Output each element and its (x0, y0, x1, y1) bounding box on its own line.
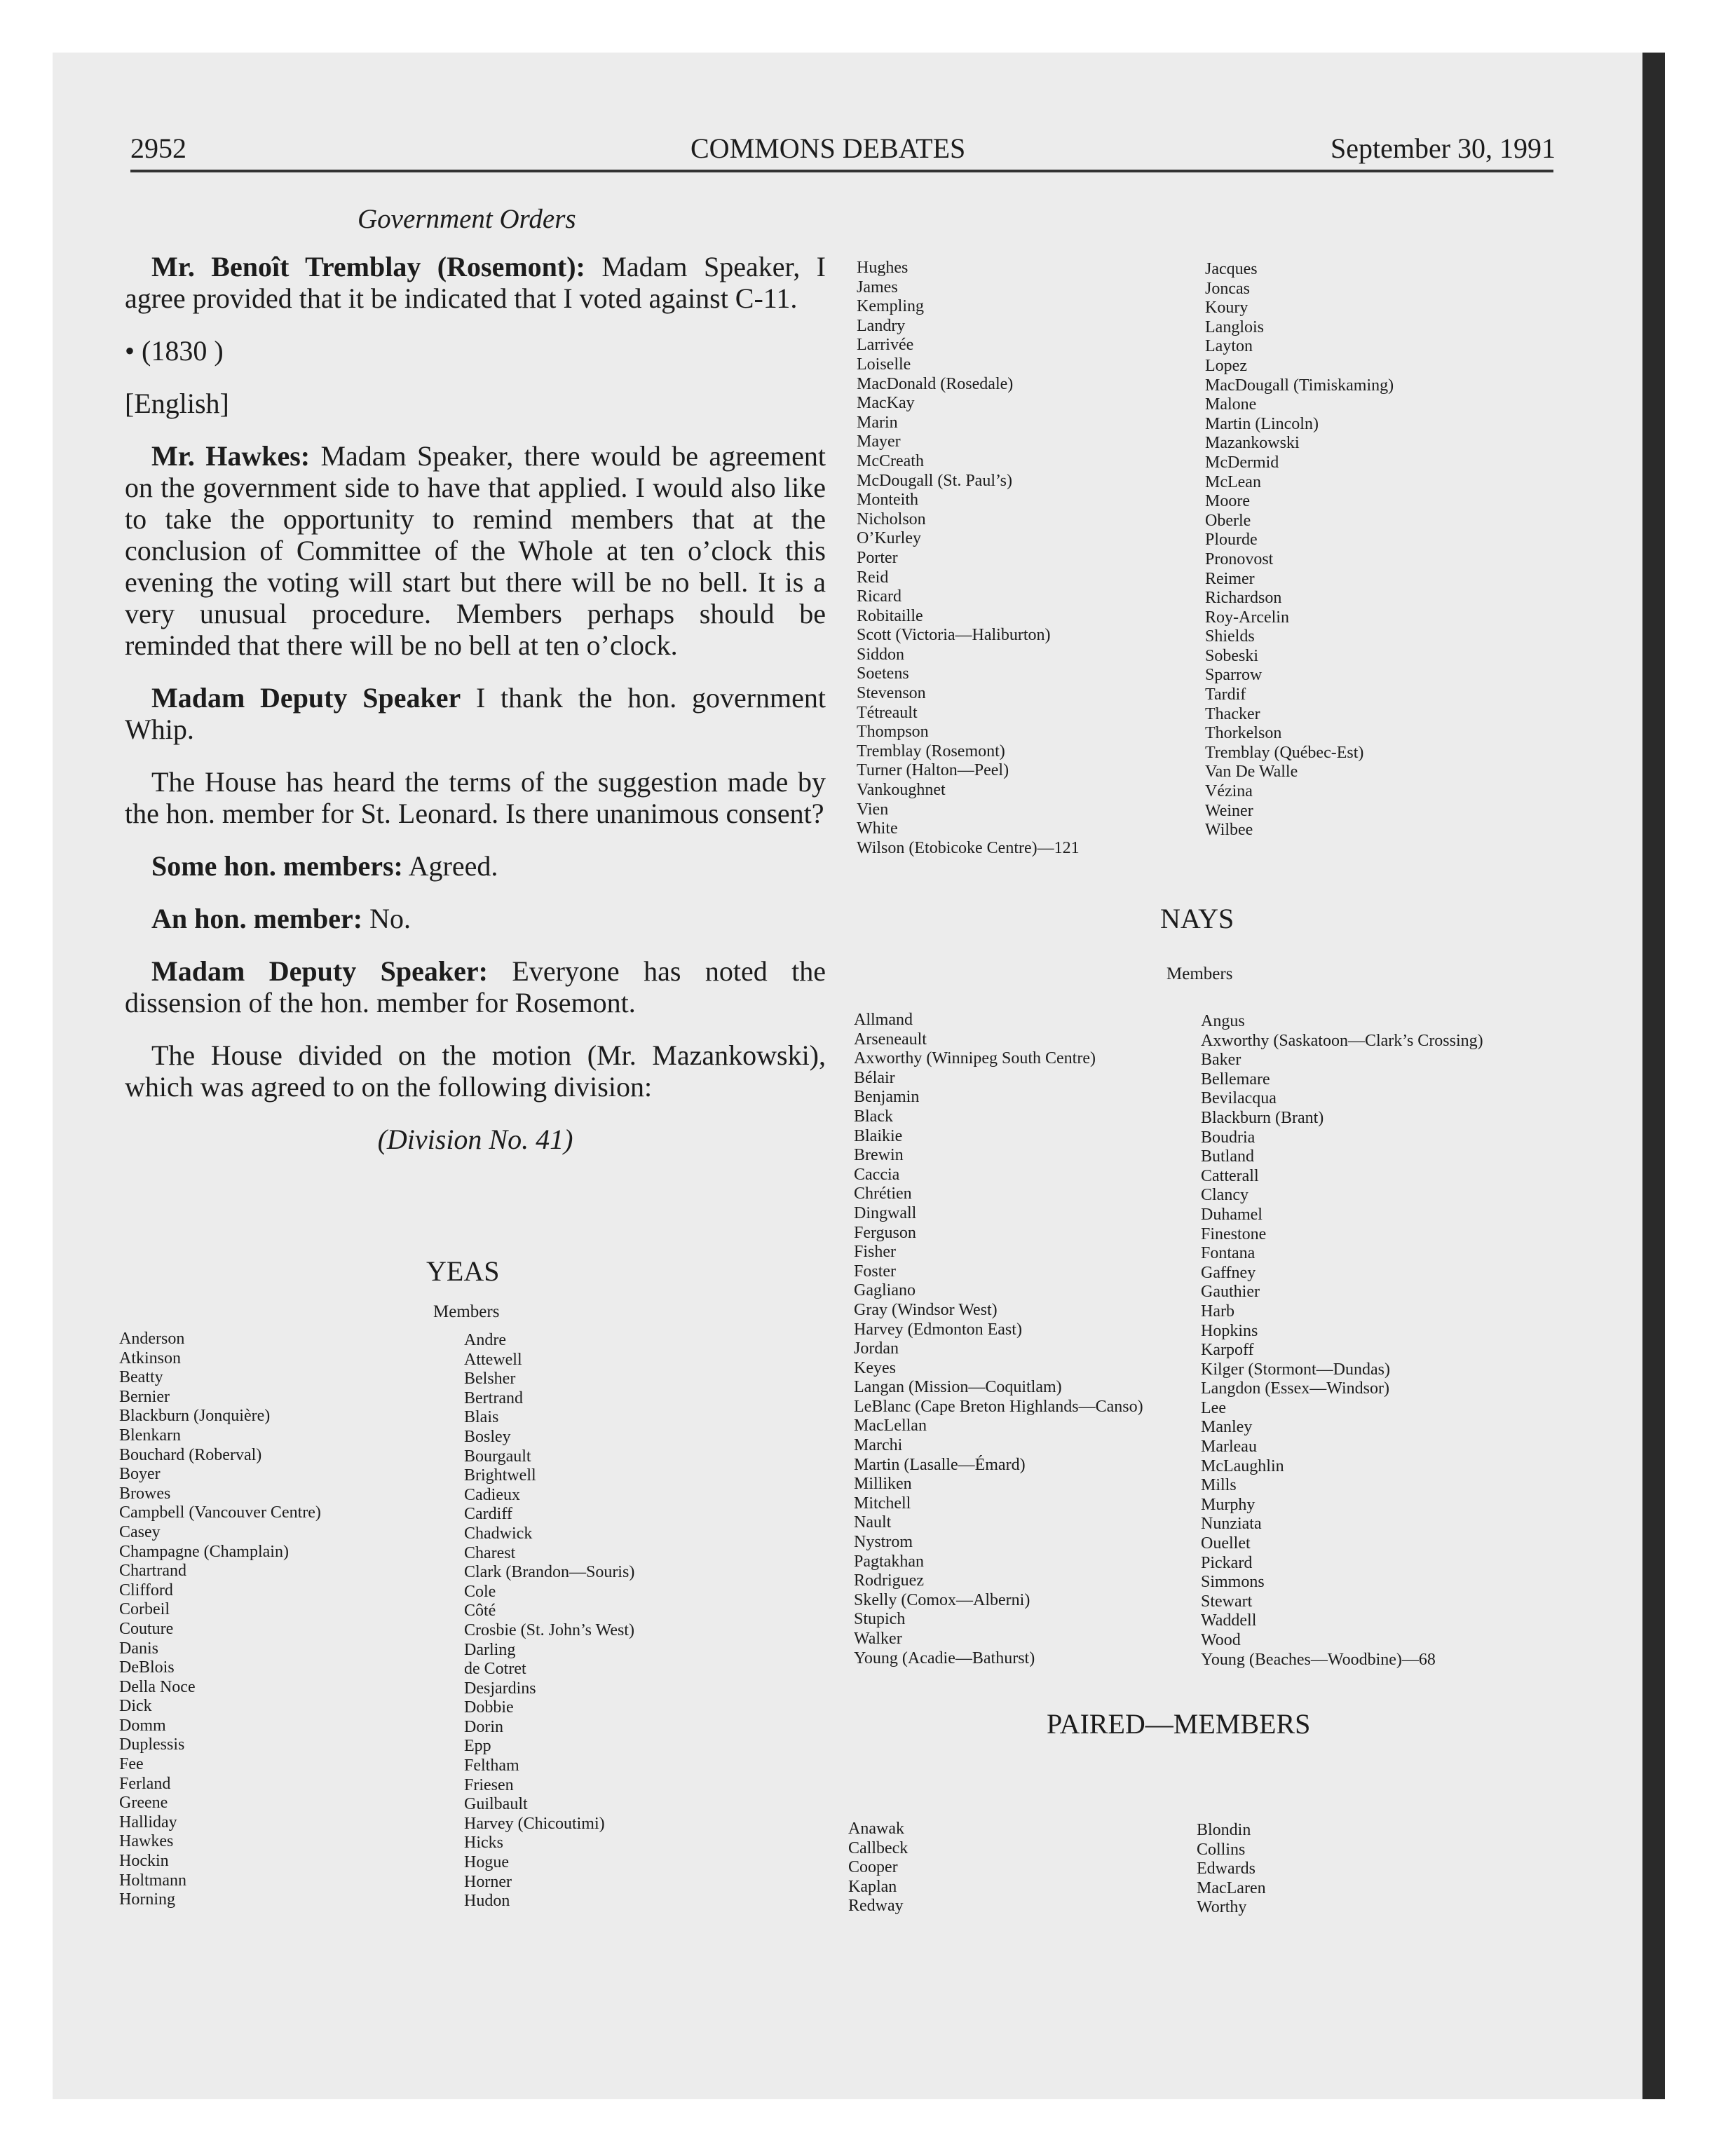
member-name: LeBlanc (Cape Breton Highlands—Canso) (854, 1397, 1143, 1416)
member-name: Mitchell (854, 1494, 911, 1513)
member-name: Brightwell (464, 1466, 536, 1485)
yeas-heading: YEAS (426, 1255, 500, 1287)
member-name: Kempling (857, 297, 924, 316)
member-name: Walker (854, 1630, 902, 1648)
member-name: Tétreault (857, 703, 918, 722)
member-name: Della Noce (119, 1677, 196, 1696)
yeas-subheading: Members (433, 1302, 500, 1321)
member-name: Oberle (1205, 511, 1251, 530)
member-name: Charest (464, 1543, 516, 1562)
member-name: Lee (1201, 1398, 1226, 1417)
member-name: McLean (1205, 472, 1261, 491)
member-name: Chartrand (119, 1562, 186, 1581)
speaker-name: Mr. Benoît Tremblay (Rosemont): (151, 251, 585, 282)
member-name: Kaplan (848, 1877, 897, 1896)
member-name: Jacques (1205, 260, 1258, 278)
paragraph: An hon. member: No. (151, 903, 411, 934)
member-name: Callbeck (848, 1838, 909, 1857)
member-name: Benjamin (854, 1088, 920, 1107)
member-name: Blais (464, 1408, 499, 1427)
speaker-name: Some hon. members: (151, 850, 403, 882)
member-name: Caccia (854, 1165, 900, 1184)
member-name: Anawak (848, 1820, 904, 1838)
member-name: Loiselle (857, 355, 911, 374)
member-name: MacLellan (854, 1417, 927, 1435)
member-name: Andre (464, 1331, 506, 1349)
member-name: Sparrow (1205, 666, 1263, 685)
member-name: Corbeil (119, 1600, 170, 1619)
member-name: Ouellet (1201, 1534, 1251, 1553)
member-name: Crosbie (St. John’s West) (464, 1621, 634, 1639)
paragraph: The House divided on the motion (Mr. Mazankowski), which was agreed to on the following division: (125, 1039, 826, 1103)
member-name: Allmand (854, 1011, 913, 1029)
member-name: Landry (857, 316, 906, 335)
header-rule (130, 170, 1553, 172)
member-name: Boudria (1201, 1128, 1256, 1147)
member-name: Mills (1201, 1476, 1237, 1495)
member-name: Ferguson (854, 1223, 916, 1242)
member-name: Hawkes (119, 1832, 174, 1851)
member-name: MacDonald (Rosedale) (857, 374, 1014, 393)
nays-col-1 (854, 1011, 1143, 1668)
speaker-name: Madam Deputy Speaker: (151, 955, 488, 987)
member-name: Jordan (854, 1339, 899, 1358)
member-name: Belsher (464, 1370, 516, 1389)
member-name: Desjardins (464, 1679, 536, 1698)
member-name: Darling (464, 1640, 516, 1659)
member-name: Rodriguez (854, 1571, 924, 1590)
member-name: Wilbee (1205, 821, 1253, 840)
member-name: Harb (1201, 1302, 1234, 1321)
member-name: Brewin (854, 1146, 904, 1165)
member-name: Murphy (1201, 1495, 1256, 1514)
member-name: Stupich (854, 1610, 906, 1629)
member-name: James (857, 278, 898, 296)
member-name: Stewart (1201, 1592, 1253, 1611)
member-name: Black (854, 1107, 893, 1126)
member-name: Dorin (464, 1717, 503, 1736)
member-name: Marin (857, 413, 898, 432)
member-name: Marleau (1201, 1438, 1257, 1456)
paired-col-2 (1197, 1821, 1266, 1918)
member-name: Clark (Brandon—Souris) (464, 1563, 635, 1582)
yeas-col-2 (464, 1331, 634, 1911)
member-name: Cooper (848, 1858, 898, 1877)
member-name: Gaffney (1201, 1263, 1256, 1282)
member-name: MacKay (857, 394, 915, 413)
member-name: Worthy (1197, 1898, 1247, 1917)
member-name: Roy-Arcelin (1205, 608, 1289, 627)
member-name: Chadwick (464, 1524, 533, 1543)
member-name: Wilson (Etobicoke Centre)—121 (857, 838, 1080, 857)
member-name: Plourde (1205, 531, 1258, 550)
member-name: Wood (1201, 1631, 1241, 1649)
member-name: Cardiff (464, 1505, 512, 1524)
member-name: Thompson (857, 723, 929, 742)
member-name: Turner (Halton—Peel) (857, 761, 1009, 780)
member-name: Porter (857, 548, 898, 567)
language-tag: [English] (125, 388, 229, 419)
member-name: Butland (1201, 1147, 1254, 1166)
paragraph: Madam Deputy Speaker: Everyone has noted the dissension of the hon. member for Rosemont. (125, 955, 826, 1018)
member-name: Axworthy (Winnipeg South Centre) (854, 1049, 1096, 1068)
member-name: Browes (119, 1484, 171, 1503)
member-name: Hopkins (1201, 1321, 1258, 1340)
member-name: Marchi (854, 1436, 903, 1455)
member-name: Layton (1205, 337, 1253, 356)
member-name: Atkinson (119, 1349, 182, 1367)
debate-text (125, 251, 826, 1155)
member-name: Vézina (1205, 782, 1253, 801)
member-name: Foster (854, 1262, 896, 1281)
member-name: McLaughlin (1201, 1456, 1284, 1475)
journal-title: COMMONS DEBATES (690, 132, 966, 164)
member-name: Bevilacqua (1201, 1089, 1277, 1108)
member-name: Pickard (1201, 1553, 1253, 1572)
member-name: McDermid (1205, 453, 1279, 472)
member-name: Tremblay (Rosemont) (857, 742, 1005, 760)
member-name: Kilger (Stormont—Dundas) (1201, 1360, 1390, 1379)
member-name: Shields (1205, 627, 1255, 646)
member-name: Langan (Mission—Coquitlam) (854, 1378, 1062, 1397)
paragraph: Mr. Benoît Tremblay (Rosemont): Madam Speaker, I agree provided that it be indicated that I voted against C-11. (125, 251, 826, 314)
member-name: Blackburn (Jonquière) (119, 1407, 271, 1426)
member-name: Hicks (464, 1834, 503, 1853)
member-name: Halliday (119, 1813, 177, 1831)
member-name: Keyes (854, 1358, 896, 1377)
member-name: Nystrom (854, 1533, 913, 1552)
time-stamp: • (1830 ) (125, 335, 224, 367)
member-name: Joncas (1205, 279, 1250, 298)
member-name: Hogue (464, 1853, 509, 1872)
member-name: Thacker (1205, 704, 1260, 723)
member-name: Duplessis (119, 1735, 185, 1754)
member-name: Horning (119, 1890, 175, 1909)
paired-col-1 (848, 1820, 908, 1916)
member-name: Moore (1205, 492, 1250, 511)
member-name: McDougall (St. Paul’s) (857, 471, 1012, 490)
member-name: Robitaille (857, 606, 923, 625)
member-name: Hudon (464, 1892, 510, 1911)
member-name: Bourgault (464, 1447, 531, 1466)
yeas-col-1 (119, 1330, 321, 1910)
paragraph: Mr. Hawkes: Madam Speaker, there would be agreement on the government side to have that applied. I would also like to take the opportunity to remind members that at the conclusion of Committee of the Whole at ten o’clock this evening the voting will start but there will be no bell. It is a very unusual procedure. Members perhaps should be reminded that there will be no bell at ten o’clock. (125, 440, 826, 661)
member-name: Catterall (1201, 1166, 1259, 1185)
member-name: Campbell (Vancouver Centre) (119, 1503, 321, 1522)
member-name: Gauthier (1201, 1283, 1260, 1302)
member-name: Angus (1201, 1012, 1245, 1030)
member-name: Van De Walle (1205, 763, 1298, 782)
member-name: Milliken (854, 1475, 912, 1494)
member-name: Duhamel (1201, 1205, 1263, 1224)
member-name: Fontana (1201, 1244, 1256, 1263)
member-name: Bélair (854, 1068, 895, 1087)
member-name: Hockin (119, 1852, 169, 1871)
member-name: Scott (Victoria—Haliburton) (857, 626, 1051, 645)
yeas-col-3 (857, 259, 1080, 858)
member-name: Reimer (1205, 569, 1255, 588)
member-name: Vien (857, 800, 889, 819)
member-name: Clifford (119, 1581, 173, 1599)
member-name: Nunziata (1201, 1515, 1262, 1534)
member-name: Cole (464, 1582, 496, 1601)
paired-heading: PAIRED—MEMBERS (1047, 1708, 1311, 1740)
member-name: Young (Beaches—Woodbine)—68 (1201, 1650, 1436, 1669)
member-name: Baker (1201, 1051, 1241, 1070)
member-name: Larrivée (857, 336, 914, 355)
page-edge-shadow (1642, 53, 1665, 2099)
member-name: Monteith (857, 491, 918, 510)
member-name: Stevenson (857, 684, 926, 703)
member-name: MacDougall (Timiskaming) (1205, 376, 1394, 395)
member-name: Blenkarn (119, 1426, 181, 1445)
member-name: Couture (119, 1619, 174, 1638)
member-name: de Cotret (464, 1660, 526, 1679)
member-name: Lopez (1205, 356, 1247, 375)
member-name: Danis (119, 1639, 158, 1658)
member-name: McCreath (857, 451, 924, 470)
member-name: Casey (119, 1522, 161, 1541)
member-name: Harvey (Chicoutimi) (464, 1814, 605, 1833)
member-name: Domm (119, 1716, 166, 1735)
member-name: Friesen (464, 1775, 514, 1794)
member-name: Bosley (464, 1427, 511, 1446)
member-name: MacLaren (1197, 1878, 1266, 1897)
member-name: Epp (464, 1737, 491, 1756)
paragraph: The House has heard the terms of the suggestion made by the hon. member for St. Leonard. Is there unanimous consent? (125, 766, 826, 829)
speaker-name: Mr. Hawkes: (151, 440, 311, 472)
member-name: Weiner (1205, 801, 1253, 820)
nays-heading: NAYS (1160, 903, 1234, 934)
member-name: Reid (857, 568, 889, 587)
member-name: Cadieux (464, 1485, 520, 1504)
member-name: Martin (Lincoln) (1205, 414, 1319, 433)
member-name: Axworthy (Saskatoon—Clark’s Crossing) (1201, 1031, 1483, 1050)
member-name: Ferland (119, 1774, 171, 1793)
member-name: Horner (464, 1872, 512, 1891)
member-name: Bouchard (Roberval) (119, 1445, 262, 1464)
member-name: Boyer (119, 1465, 161, 1484)
member-name: Mazankowski (1205, 434, 1300, 453)
member-name: Redway (848, 1897, 904, 1916)
member-name: Tardif (1205, 685, 1246, 704)
member-name: Vankoughnet (857, 781, 946, 800)
member-name: Finestone (1201, 1224, 1267, 1243)
member-name: Gray (Windsor West) (854, 1300, 998, 1319)
member-name: Simmons (1201, 1573, 1265, 1592)
member-name: Champagne (Champlain) (119, 1542, 289, 1561)
member-name: Siddon (857, 645, 905, 664)
member-name: Greene (119, 1794, 168, 1813)
member-name: Richardson (1205, 589, 1282, 608)
member-name: Skelly (Comox—Alberni) (854, 1590, 1030, 1609)
member-name: Bellemare (1201, 1070, 1270, 1089)
member-name: Langlois (1205, 318, 1264, 336)
member-name: Tremblay (Québec-Est) (1205, 743, 1364, 762)
paragraph: Madam Deputy Speaker I thank the hon. government Whip. (125, 682, 826, 745)
member-name: O’Kurley (857, 529, 921, 548)
member-name: Collins (1197, 1840, 1246, 1859)
nays-subheading: Members (1166, 964, 1233, 983)
member-name: Waddell (1201, 1611, 1257, 1630)
member-name: Langdon (Essex—Windsor) (1201, 1379, 1389, 1398)
member-name: Harvey (Edmonton East) (854, 1320, 1022, 1339)
member-name: Pagtakhan (854, 1552, 924, 1571)
member-name: Gagliano (854, 1281, 916, 1300)
nays-col-2 (1201, 1012, 1483, 1670)
member-name: Karpoff (1201, 1341, 1254, 1360)
member-name: White (857, 819, 898, 838)
member-name: Anderson (119, 1330, 185, 1348)
member-name: Clancy (1201, 1186, 1248, 1205)
member-name: Sobeski (1205, 646, 1259, 665)
member-name: Mayer (857, 432, 901, 451)
member-name: Pronovost (1205, 550, 1274, 568)
member-name: Nault (854, 1513, 892, 1532)
member-name: Côté (464, 1602, 496, 1621)
member-name: Feltham (464, 1756, 519, 1775)
speaker-name: An hon. member: (151, 903, 363, 934)
member-name: Blondin (1197, 1821, 1251, 1839)
member-name: Attewell (464, 1350, 522, 1369)
header-date: September 30, 1991 (1331, 132, 1556, 164)
member-name: Holtmann (119, 1871, 186, 1890)
member-name: Malone (1205, 395, 1257, 414)
member-name: Thorkelson (1205, 724, 1282, 743)
division-number: (Division No. 41) (377, 1124, 573, 1155)
member-name: Bernier (119, 1387, 170, 1406)
member-name: Guilbault (464, 1795, 528, 1814)
member-name: Martin (Lasalle—Émard) (854, 1455, 1026, 1474)
speaker-name: Madam Deputy Speaker (151, 682, 461, 714)
member-name: Manley (1201, 1418, 1253, 1437)
member-name: Fisher (854, 1243, 896, 1262)
section-title: Government Orders (358, 204, 576, 234)
member-name: Nicholson (857, 510, 926, 528)
member-name: Dick (119, 1697, 152, 1716)
member-name: Edwards (1197, 1860, 1256, 1878)
member-name: Arseneault (854, 1030, 927, 1049)
member-name: Ricard (857, 587, 901, 606)
member-name: Blaikie (854, 1126, 903, 1145)
member-name: Soetens (857, 664, 909, 683)
member-name: Bertrand (464, 1389, 523, 1407)
paragraph: Some hon. members: Agreed. (151, 850, 498, 882)
member-name: Chrétien (854, 1185, 912, 1203)
member-name: Young (Acadie—Bathurst) (854, 1649, 1035, 1667)
member-name: Dobbie (464, 1698, 514, 1717)
member-name: Koury (1205, 299, 1248, 318)
member-name: Beatty (119, 1368, 163, 1387)
member-name: Blackburn (Brant) (1201, 1108, 1324, 1127)
member-name: Fee (119, 1755, 144, 1774)
member-name: Hughes (857, 259, 909, 277)
page-number: 2952 (130, 132, 186, 164)
yeas-col-4 (1205, 260, 1394, 840)
member-name: Dingwall (854, 1203, 917, 1222)
member-name: DeBlois (119, 1658, 175, 1677)
